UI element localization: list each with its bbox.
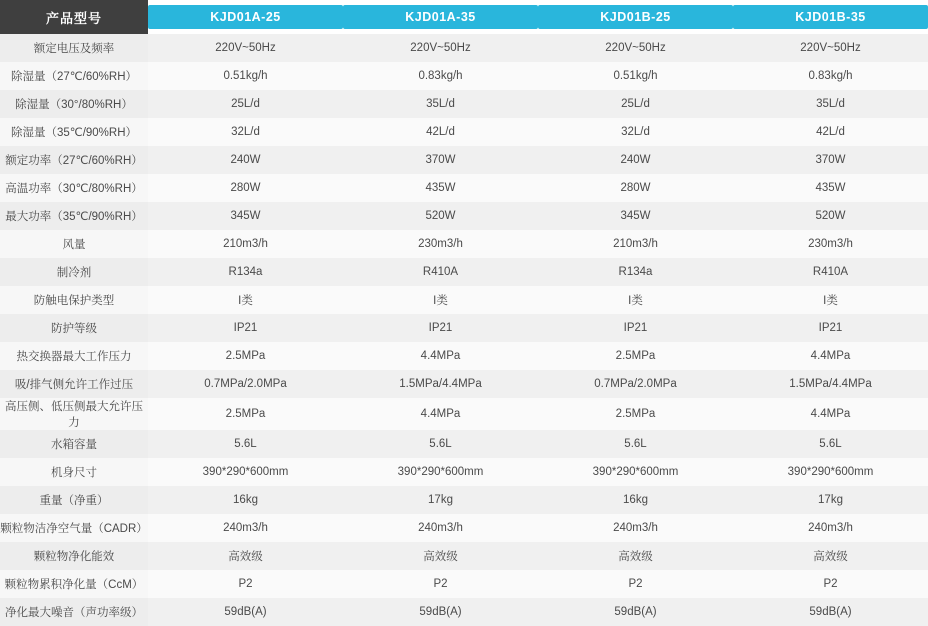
row-label: 高温功率（30℃/80%RH） (0, 174, 148, 202)
row-value-cell: P2 (148, 570, 343, 598)
header-row (0, 0, 928, 34)
row-value-cell: R410A (343, 258, 538, 286)
row-value-cell: 5.6L (733, 430, 928, 458)
row-value-cell: I类 (733, 286, 928, 314)
row-label: 颗粒物洁净空气量（CADR） (0, 514, 148, 542)
row-value-cell: 25L/d (538, 90, 733, 118)
row-value-cell: 220V~50Hz (148, 34, 343, 62)
row-value-cell: 5.6L (343, 430, 538, 458)
row-value-cell: R134a (148, 258, 343, 286)
row-value-cell: 390*290*600mm (733, 458, 928, 486)
table-row (0, 62, 928, 90)
row-value-cell: 59dB(A) (148, 598, 343, 626)
row-value-cell: 5.6L (148, 430, 343, 458)
row-value-cell: 59dB(A) (343, 598, 538, 626)
row-value-cell: 345W (538, 202, 733, 230)
row-value-cell: 220V~50Hz (343, 34, 538, 62)
row-value-cell: 35L/d (343, 90, 538, 118)
row-value-cell: 0.7MPa/2.0MPa (148, 370, 343, 398)
row-value-cell: 59dB(A) (538, 598, 733, 626)
table-row (0, 598, 928, 626)
model-badge-2: KJD01A-35 (343, 5, 538, 29)
row-value-cell: 280W (538, 174, 733, 202)
row-value-cell: 4.4MPa (343, 398, 538, 430)
row-value-cell: 240m3/h (538, 514, 733, 542)
table-row (0, 202, 928, 230)
row-value-cell: 520W (733, 202, 928, 230)
row-label: 高压侧、低压侧最大允许压力 (0, 398, 148, 430)
row-value-cell: 高效级 (538, 542, 733, 570)
row-value-cell: 1.5MPa/4.4MPa (733, 370, 928, 398)
row-value-cell: 高效级 (148, 542, 343, 570)
row-value-cell: I类 (148, 286, 343, 314)
row-value-cell: 1.5MPa/4.4MPa (343, 370, 538, 398)
row-value-cell: 390*290*600mm (343, 458, 538, 486)
row-value-cell: 高效级 (733, 542, 928, 570)
model-badge-3: KJD01B-25 (538, 5, 733, 29)
table-row (0, 514, 928, 542)
row-value-cell: 230m3/h (733, 230, 928, 258)
table-row (0, 542, 928, 570)
row-label: 额定电压及频率 (0, 34, 148, 62)
table-row (0, 458, 928, 486)
row-value-cell: 42L/d (343, 118, 538, 146)
row-value-cell: I类 (343, 286, 538, 314)
row-value-cell: 17kg (343, 486, 538, 514)
row-value-cell: 2.5MPa (148, 398, 343, 430)
table-row (0, 342, 928, 370)
row-value-cell: 16kg (538, 486, 733, 514)
row-value-cell: 0.7MPa/2.0MPa (538, 370, 733, 398)
row-value-cell: 220V~50Hz (733, 34, 928, 62)
row-value-cell: 520W (343, 202, 538, 230)
table-row (0, 314, 928, 342)
row-value-cell: 0.51kg/h (538, 62, 733, 90)
model-badge-1: KJD01A-25 (148, 5, 343, 29)
row-label: 除湿量（35℃/90%RH） (0, 118, 148, 146)
row-label: 热交换器最大工作压力 (0, 342, 148, 370)
row-value-cell: 5.6L (538, 430, 733, 458)
row-value-cell: 435W (733, 174, 928, 202)
row-value-cell: R410A (733, 258, 928, 286)
model-badge-4: KJD01B-35 (733, 5, 928, 29)
row-value-cell: 240m3/h (733, 514, 928, 542)
table-row (0, 570, 928, 598)
table-row (0, 118, 928, 146)
row-value-cell: 390*290*600mm (148, 458, 343, 486)
table-row (0, 430, 928, 458)
row-value-cell: 240m3/h (343, 514, 538, 542)
row-value-cell: 4.4MPa (343, 342, 538, 370)
row-value-cell: P2 (343, 570, 538, 598)
table-header (0, 0, 928, 34)
table-row (0, 34, 928, 62)
row-value-cell: 32L/d (148, 118, 343, 146)
row-value-cell: 370W (343, 146, 538, 174)
row-value-cell: IP21 (148, 314, 343, 342)
table-row (0, 486, 928, 514)
row-value-cell: 17kg (733, 486, 928, 514)
row-value-cell: 390*290*600mm (538, 458, 733, 486)
table-row (0, 370, 928, 398)
row-value-cell: 230m3/h (343, 230, 538, 258)
row-value-cell: 0.83kg/h (733, 62, 928, 90)
row-label: 制冷剂 (0, 258, 148, 286)
row-label: 净化最大噪音（声功率级） (0, 598, 148, 626)
header-model-cell-2 (343, 0, 538, 34)
row-label: 防护等级 (0, 314, 148, 342)
row-value-cell: 35L/d (733, 90, 928, 118)
table-row (0, 174, 928, 202)
row-value-cell: 435W (343, 174, 538, 202)
row-label: 颗粒物净化能效 (0, 542, 148, 570)
row-label: 机身尺寸 (0, 458, 148, 486)
row-value-cell: IP21 (343, 314, 538, 342)
header-model-cell-1 (148, 0, 343, 34)
row-value-cell: 4.4MPa (733, 342, 928, 370)
table-row (0, 398, 928, 430)
table-row (0, 146, 928, 174)
row-label: 重量（净重） (0, 486, 148, 514)
row-value-cell: IP21 (733, 314, 928, 342)
row-value-cell: 220V~50Hz (538, 34, 733, 62)
table-row (0, 230, 928, 258)
table-row (0, 90, 928, 118)
header-label-cell: 产品型号 (0, 0, 148, 34)
row-value-cell: 240W (148, 146, 343, 174)
row-label: 防触电保护类型 (0, 286, 148, 314)
row-value-cell: 高效级 (343, 542, 538, 570)
row-label: 吸/排气侧允许工作过压 (0, 370, 148, 398)
row-value-cell: 210m3/h (148, 230, 343, 258)
row-value-cell: P2 (538, 570, 733, 598)
row-value-cell: 32L/d (538, 118, 733, 146)
row-label: 额定功率（27℃/60%RH） (0, 146, 148, 174)
row-value-cell: 240m3/h (148, 514, 343, 542)
row-value-cell: 240W (538, 146, 733, 174)
header-model-cell-4 (733, 0, 928, 34)
row-value-cell: R134a (538, 258, 733, 286)
row-value-cell: 59dB(A) (733, 598, 928, 626)
row-label: 除湿量（27℃/60%RH） (0, 62, 148, 90)
row-label: 风量 (0, 230, 148, 258)
row-value-cell: 0.83kg/h (343, 62, 538, 90)
table-body (0, 34, 928, 626)
table-row (0, 286, 928, 314)
row-value-cell: 25L/d (148, 90, 343, 118)
row-label: 除湿量（30°/80%RH） (0, 90, 148, 118)
row-value-cell: 16kg (148, 486, 343, 514)
row-label: 颗粒物累积净化量（CcM） (0, 570, 148, 598)
row-value-cell: 4.4MPa (733, 398, 928, 430)
row-value-cell: 0.51kg/h (148, 62, 343, 90)
row-value-cell: P2 (733, 570, 928, 598)
row-label: 最大功率（35℃/90%RH） (0, 202, 148, 230)
row-value-cell: 280W (148, 174, 343, 202)
table-row (0, 258, 928, 286)
header-model-cell-3 (538, 0, 733, 34)
row-value-cell: 370W (733, 146, 928, 174)
row-value-cell: IP21 (538, 314, 733, 342)
row-value-cell: 2.5MPa (148, 342, 343, 370)
row-value-cell: 42L/d (733, 118, 928, 146)
row-value-cell: I类 (538, 286, 733, 314)
row-value-cell: 210m3/h (538, 230, 733, 258)
row-value-cell: 2.5MPa (538, 342, 733, 370)
row-label: 水箱容量 (0, 430, 148, 458)
row-value-cell: 2.5MPa (538, 398, 733, 430)
row-value-cell: 345W (148, 202, 343, 230)
